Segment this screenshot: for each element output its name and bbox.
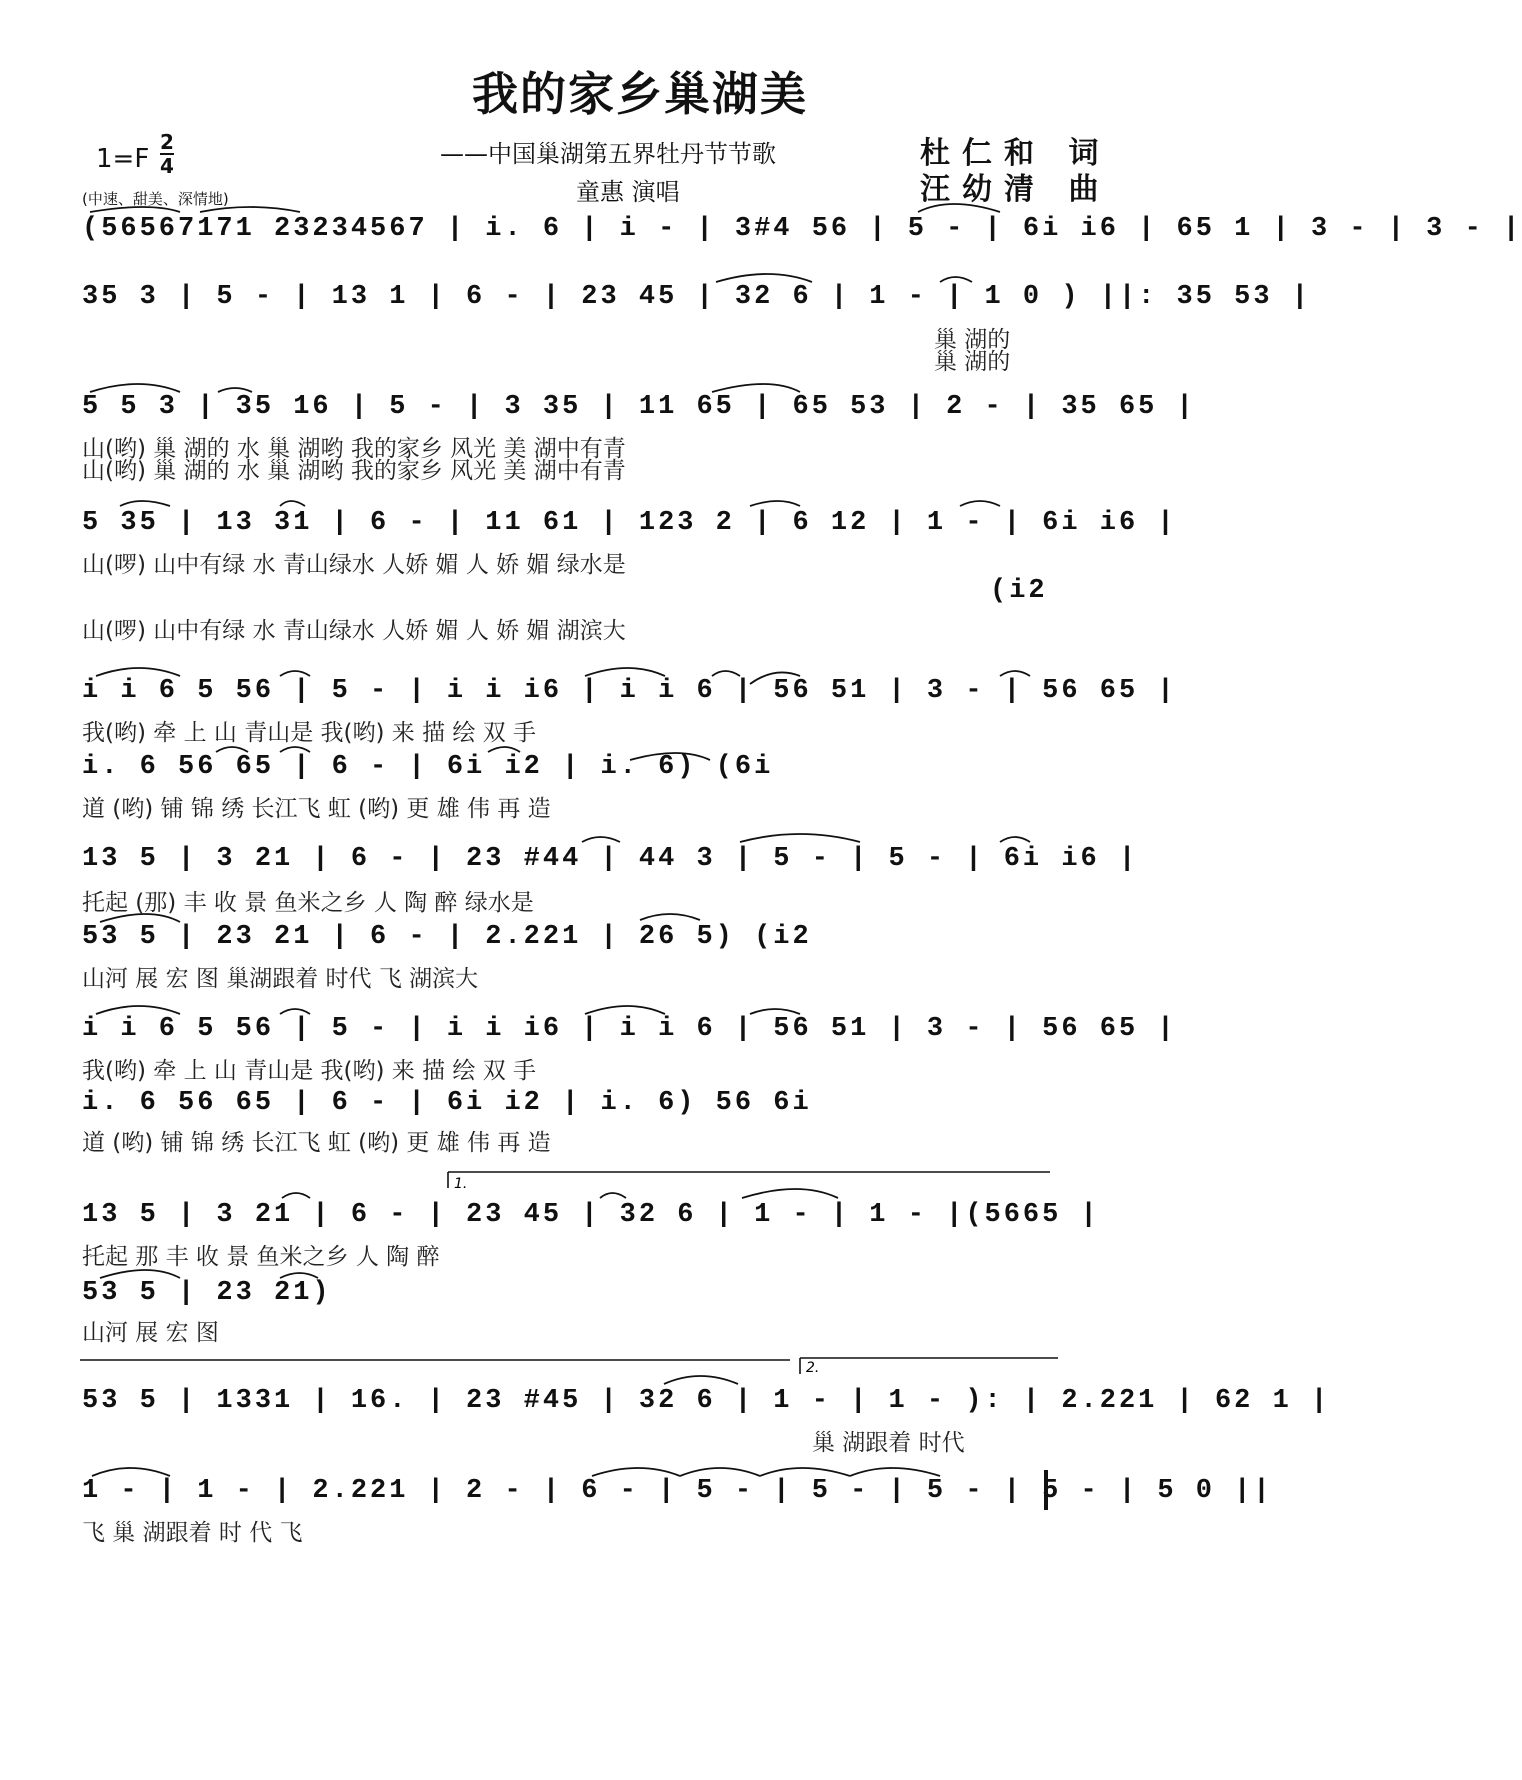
lyric-row: 巢 湖的 — [934, 349, 1011, 375]
lyric-row: 山河 展 宏 图 巢湖跟着 时代 飞 湖滨大 — [82, 966, 479, 992]
volta-second-label: 2. — [806, 1360, 820, 1376]
notation-row: (56567171 23234567 | i. 6 | i - | 3#4 56 | 5 - | 6i i6 | 65 1 | 3 - | 3 - | — [82, 214, 1522, 244]
notation-row: i. 6 56 65 | 6 - | 6i i2 | i. 6) (6i — [82, 752, 774, 782]
notation-row: 1 - | 1 - | 2.221 | 2 - | 6 - | 5 - | 5 - | 5 - | 5 - | 5 0 || — [82, 1476, 1273, 1506]
time-signature-bottom: 4 — [160, 154, 174, 178]
tempo-marking: (中速、甜美、深情地) — [82, 190, 229, 208]
lyric-row: 山河 展 宏 图 — [82, 1320, 219, 1346]
time-signature-top: 2 — [160, 130, 174, 154]
notation-row: 5 5 3 | 35 16 | 5 - | 3 35 | 11 65 | 65 53 | 2 - | 35 65 | — [82, 392, 1196, 422]
lyric-row: 我(哟) 牵 上 山 青山是 我(哟) 来 描 绘 双 手 — [82, 720, 537, 746]
lyric-row: 飞 巢 湖跟着 时 代 飞 — [82, 1520, 303, 1546]
lyric-row: 巢 湖跟着 时代 — [812, 1430, 965, 1456]
notation-row: (i2 — [990, 576, 1048, 606]
notation-row: 53 5 | 23 21 | 6 - | 2.221 | 26 5) (i2 — [82, 922, 812, 952]
lyricist-credit: 杜仁和 词 — [920, 136, 1111, 171]
lyric-row: 道 (哟) 铺 锦 绣 长江飞 虹 (哟) 更 雄 伟 再 造 — [82, 1130, 551, 1156]
song-title: 我的家乡巢湖美 — [472, 67, 808, 121]
lyric-row: 托起 那 丰 收 景 鱼米之乡 人 陶 醉 — [82, 1244, 440, 1270]
notation-row: 5 35 | 13 31 | 6 - | 11 61 | 123 2 | 6 12 | 1 - | 6i i6 | — [82, 508, 1177, 538]
volta-first-label: 1. — [454, 1176, 468, 1192]
volta-second — [800, 1358, 1058, 1376]
volta-first — [448, 1172, 1050, 1192]
lyric-row: 山(啰) 山中有绿 水 青山绿水 人娇 媚 人 娇 媚 绿水是 — [82, 552, 626, 578]
notation-row: 35 3 | 5 - | 13 1 | 6 - | 23 45 | 32 6 | 1 - | 1 0 ) ||: 35 53 | — [82, 282, 1311, 312]
notation-row: i i 6 5 56 | 5 - | i i i6 | i i 6 | 56 51 | 3 - | 56 65 | — [82, 676, 1177, 706]
lyric-row: 托起 (那) 丰 收 景 鱼米之乡 人 陶 醉 绿水是 — [82, 890, 534, 916]
lyric-row: 山(啰) 山中有绿 水 青山绿水 人娇 媚 人 娇 媚 湖滨大 — [82, 618, 626, 644]
key-signature: 1=F — [96, 144, 150, 174]
lyric-row: 山(哟) 巢 湖的 水 巢 湖哟 我的家乡 风光 美 湖中有青 — [82, 458, 626, 484]
notation-row: 13 5 | 3 21 | 6 - | 23 45 | 32 6 | 1 - | 1 - |(5665 | — [82, 1200, 1100, 1230]
notation-row: 53 5 | 23 21) — [82, 1278, 332, 1308]
lyric-row: 道 (哟) 铺 锦 绣 长江飞 虹 (哟) 更 雄 伟 再 造 — [82, 796, 551, 822]
notation-row: 53 5 | 1331 | 16. | 23 #45 | 32 6 | 1 - | 1 - ): | 2.221 | 62 1 | — [82, 1386, 1331, 1416]
lyric-row: 巢 湖的 — [934, 327, 1011, 353]
singer-credit: 童惠 演唱 — [576, 178, 680, 206]
notation-row: i. 6 56 65 | 6 - | 6i i2 | i. 6) 56 6i — [82, 1088, 812, 1118]
song-subtitle: ——中国巢湖第五界牡丹节节歌 — [440, 140, 776, 168]
notation-row: i i 6 5 56 | 5 - | i i i6 | i i 6 | 56 51 | 3 - | 56 65 | — [82, 1014, 1177, 1044]
lyric-row: 山(哟) 巢 湖的 水 巢 湖哟 我的家乡 风光 美 湖中有青 — [82, 436, 626, 462]
composer-credit: 汪幼清 曲 — [920, 172, 1111, 207]
slur-marks — [90, 204, 1030, 1476]
lyric-row: 我(哟) 牵 上 山 青山是 我(哟) 来 描 绘 双 手 — [82, 1058, 537, 1084]
notation-row: 13 5 | 3 21 | 6 - | 23 #44 | 44 3 | 5 - | 5 - | 6i i6 | — [82, 844, 1139, 874]
